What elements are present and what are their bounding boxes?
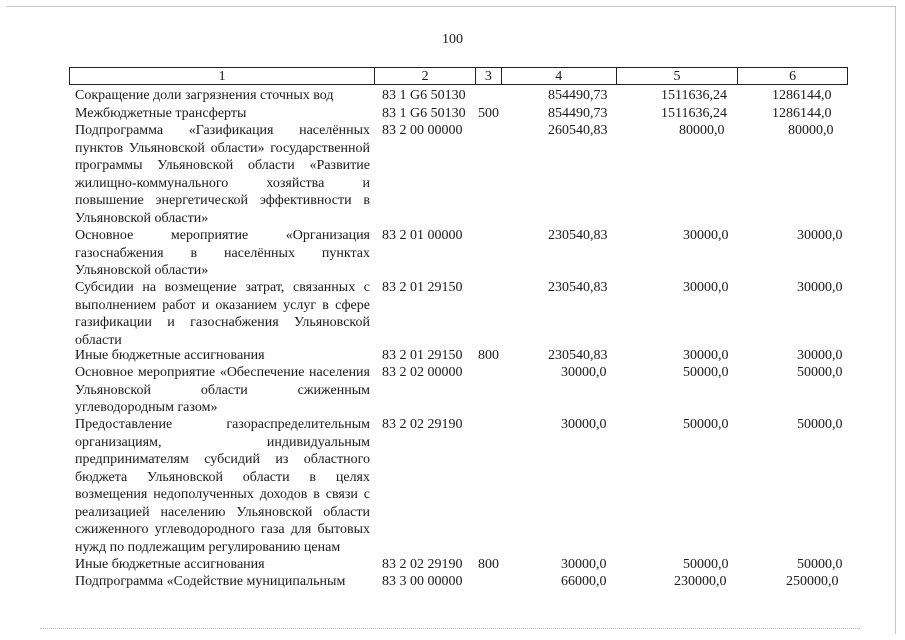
row-value-5: 30000,0 [683, 228, 729, 243]
row-name: Иные бюджетные ассигнования [75, 348, 265, 363]
row-name: Основное мероприятие «Организация газоснабжения в населённых пунктах Ульяновской области» [75, 228, 370, 278]
row-code: 83 2 01 00000 [382, 228, 463, 243]
row-value-4: 230540,83 [548, 348, 608, 363]
row-code: 83 1 G6 50130 [382, 88, 466, 103]
row-value-4: 230540,83 [548, 228, 608, 243]
table-header [69, 67, 848, 85]
header-col-6: 6 [789, 69, 797, 84]
row-value-6: 30000,0 [797, 228, 843, 243]
row-name: Иные бюджетные ассигнования [75, 557, 265, 572]
row-value-6: 80000,0 [788, 123, 834, 138]
row-name: Сокращение доли загрязнения сточных вод [75, 88, 334, 103]
row-value-6: 50000,0 [797, 365, 843, 380]
header-col-2: 2 [375, 68, 476, 84]
header-col-5: 5 [617, 68, 739, 84]
row-value-4: 260540,83 [548, 123, 608, 138]
row-value-4: 30000,0 [561, 557, 607, 572]
row-value-5: 50000,0 [683, 365, 729, 380]
scan-edge-line [40, 628, 860, 631]
row-value-5: 50000,0 [683, 417, 729, 432]
row-code: 83 1 G6 50130 [382, 106, 466, 121]
row-code: 83 2 01 29150 [382, 280, 463, 295]
row-value-5: 30000,0 [683, 280, 729, 295]
row-name: Предоставление газораспределительным организациям, индивидуальным предпринимателям субсидий из областного бюджета Ульяновской области в целях возмещения недополученных доходов в связи с реализацией населению Ульяновской области сжиженного углеводородного газа для бытовых нужд по подлежащим регулированию ценам [75, 417, 370, 555]
row-value-6: 50000,0 [797, 557, 843, 572]
row-code: 83 2 00 00000 [382, 123, 463, 138]
header-col-3: 3 [476, 68, 502, 84]
row-value-6: 30000,0 [797, 280, 843, 295]
row-vr: 800 [478, 557, 499, 572]
row-code: 83 2 01 29150 [382, 348, 463, 363]
row-value-5: 30000,0 [683, 348, 729, 363]
row-name: Основное мероприятие «Обеспечение населения Ульяновской области сжиженным углеводородным газом» [75, 365, 370, 415]
row-code: 83 3 00 00000 [382, 574, 463, 589]
row-code: 83 2 02 29190 [382, 417, 463, 432]
header-col-1: 1 [70, 68, 375, 84]
row-value-6: 1286144,0 [772, 106, 832, 121]
row-name: Субсидии на возмещение затрат, связанных с выполнением работ и оказанием услуг в сфере газификации и газоснабжения Ульяновской области [75, 280, 370, 348]
page-number: 100 [442, 32, 463, 47]
row-value-4: 30000,0 [561, 365, 607, 380]
row-value-6: 250000,0 [786, 574, 839, 589]
row-code: 83 2 02 00000 [382, 365, 463, 380]
row-vr: 500 [478, 106, 499, 121]
row-name: Межбюджетные трансферты [75, 106, 247, 121]
row-value-5: 50000,0 [683, 557, 729, 572]
row-value-4: 230540,83 [548, 280, 608, 295]
row-value-5: 1511636,24 [661, 88, 727, 103]
row-name: Подпрограмма «Газификация населённых пунктов Ульяновской области» государственной программы Ульяновской области «Развитие жилищно-коммунального хозяйства и повышение энергетической эффективности в Ульяновской области» [75, 123, 370, 226]
row-value-4: 854490,73 [548, 106, 608, 121]
row-value-6: 50000,0 [797, 417, 843, 432]
row-value-6: 30000,0 [797, 348, 843, 363]
row-code: 83 2 02 29190 [382, 557, 463, 572]
row-vr: 800 [478, 348, 499, 363]
row-value-5: 80000,0 [679, 123, 725, 138]
header-col-4: 4 [502, 68, 617, 84]
row-value-5: 1511636,24 [661, 106, 727, 121]
row-value-4: 854490,73 [548, 88, 608, 103]
row-value-4: 66000,0 [561, 574, 607, 589]
row-value-4: 30000,0 [561, 417, 607, 432]
row-value-6: 1286144,0 [772, 88, 832, 103]
row-value-5: 230000,0 [674, 574, 727, 589]
row-name: Подпрограмма «Содействие муниципальным [75, 574, 346, 589]
